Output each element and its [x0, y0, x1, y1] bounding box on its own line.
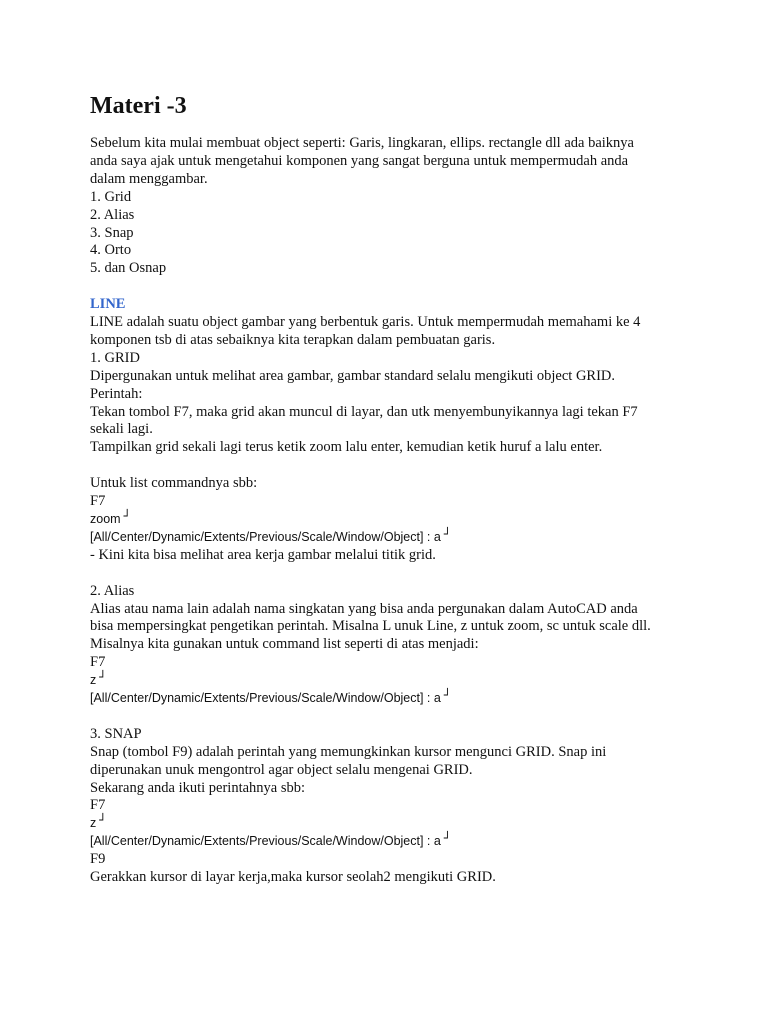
text-line: LINE adalah suatu object gambar yang berbentuk garis. Untuk mempermudah memahami ke 4: [90, 314, 641, 331]
text-line: Perintah:: [90, 385, 143, 402]
command-options: [All/Center/Dynamic/Extents/Previous/Scale/Window/Object] : a: [90, 529, 441, 544]
command-text: z: [90, 673, 97, 688]
text-line: Sekarang anda ikuti perintahnya sbb:: [90, 779, 306, 796]
text-line: sekali lagi.: [90, 421, 153, 438]
key-line: F7: [90, 493, 106, 510]
key-line: F7: [90, 797, 106, 814]
list-item: 3. Snap: [90, 224, 134, 241]
list-item: 2. Alias: [90, 206, 135, 223]
options-line: [90, 526, 690, 547]
snap-section: [90, 726, 690, 887]
command-text: zoom: [90, 512, 121, 526]
text-line: Alias atau nama lain adalah nama singkatan yang bisa anda pergunakan dalam AutoCAD anda: [90, 600, 638, 617]
options-line: [90, 833, 690, 851]
options-line: [90, 690, 690, 708]
text-line: - Kini kita bisa melihat area kerja gambar melalui titik grid.: [90, 546, 436, 563]
list-item: 5. dan Osnap: [90, 260, 167, 277]
text-line: bisa mempersingkat pengetikan perintah. Misalna L unuk Line, z untuk zoom, sc untuk scale dll.: [90, 618, 651, 635]
spacer: [90, 565, 690, 583]
components-list: [90, 189, 690, 279]
text-line: Gerakkan kursor di layar kerja,maka kursor seolah2 mengikuti GRID.: [90, 869, 496, 886]
grid-section: [90, 350, 690, 565]
section-heading: 1. GRID: [90, 349, 140, 366]
enter-key-icon: ┘: [123, 509, 131, 523]
text-line: Sebelum kita mulai membuat object seperti: Garis, lingkaran, ellips. rectangle dll ada baiknya: [90, 135, 634, 151]
command-text: z: [90, 816, 97, 831]
list-item: 1. Grid: [90, 188, 132, 205]
page-title: Materi -3: [90, 93, 187, 119]
text-line: Snap (tombol F9) adalah perintah yang memungkinkan kursor mengunci GRID. Snap ini: [90, 743, 607, 760]
intro-paragraph: [90, 135, 690, 189]
section-heading: 3. SNAP: [90, 725, 142, 742]
enter-key-icon: ┘: [443, 526, 452, 541]
section-heading: 2. Alias: [90, 582, 135, 599]
text-line: anda saya ajak untuk mengetahui komponen yang sangat berguna untuk mempermudah anda: [90, 152, 629, 169]
command-options: [All/Center/Dynamic/Extents/Previous/Scale/Window/Object] : a: [90, 834, 441, 849]
text-line: Tampilkan grid sekali lagi terus ketik zoom lalu enter, kemudian ketik huruf a lalu enter.: [90, 439, 603, 456]
alias-section: [90, 583, 690, 708]
command-line: [90, 815, 690, 833]
command-line: [90, 511, 690, 529]
command-line: [90, 672, 690, 690]
text-line: komponen tsb di atas sebaiknya kita terapkan dalam pembuatan garis.: [90, 331, 496, 348]
text-line: Dipergunakan untuk melihat area gambar, gambar standard selalu mengikuti object GRID.: [90, 367, 616, 384]
enter-key-icon: ┘: [443, 688, 452, 703]
list-item: 4. Orto: [90, 242, 132, 259]
command-options: [All/Center/Dynamic/Extents/Previous/Scale/Window/Object] : a: [90, 691, 441, 706]
text-line: Tekan tombol F7, maka grid akan muncul di layar, dan utk menyembunyikannya lagi tekan F7: [90, 403, 638, 420]
document-page: [90, 90, 690, 887]
text-line: Untuk list commandnya sbb:: [90, 475, 258, 492]
spacer: [90, 457, 690, 475]
enter-key-icon: ┘: [99, 813, 107, 828]
enter-key-icon: ┘: [443, 831, 452, 846]
enter-key-icon: ┘: [99, 670, 107, 685]
key-line: F7: [90, 654, 106, 671]
spacer: [90, 278, 690, 296]
text-line: dalam menggambar.: [90, 170, 208, 187]
text-line: diperunakan unuk mengontrol agar object selalu mengenai GRID.: [90, 761, 473, 778]
text-line: Misalnya kita gunakan untuk command list seperti di atas menjadi:: [90, 636, 479, 653]
spacer: [90, 708, 690, 726]
line-heading: LINE: [90, 296, 126, 313]
key-line: F9: [90, 851, 106, 868]
